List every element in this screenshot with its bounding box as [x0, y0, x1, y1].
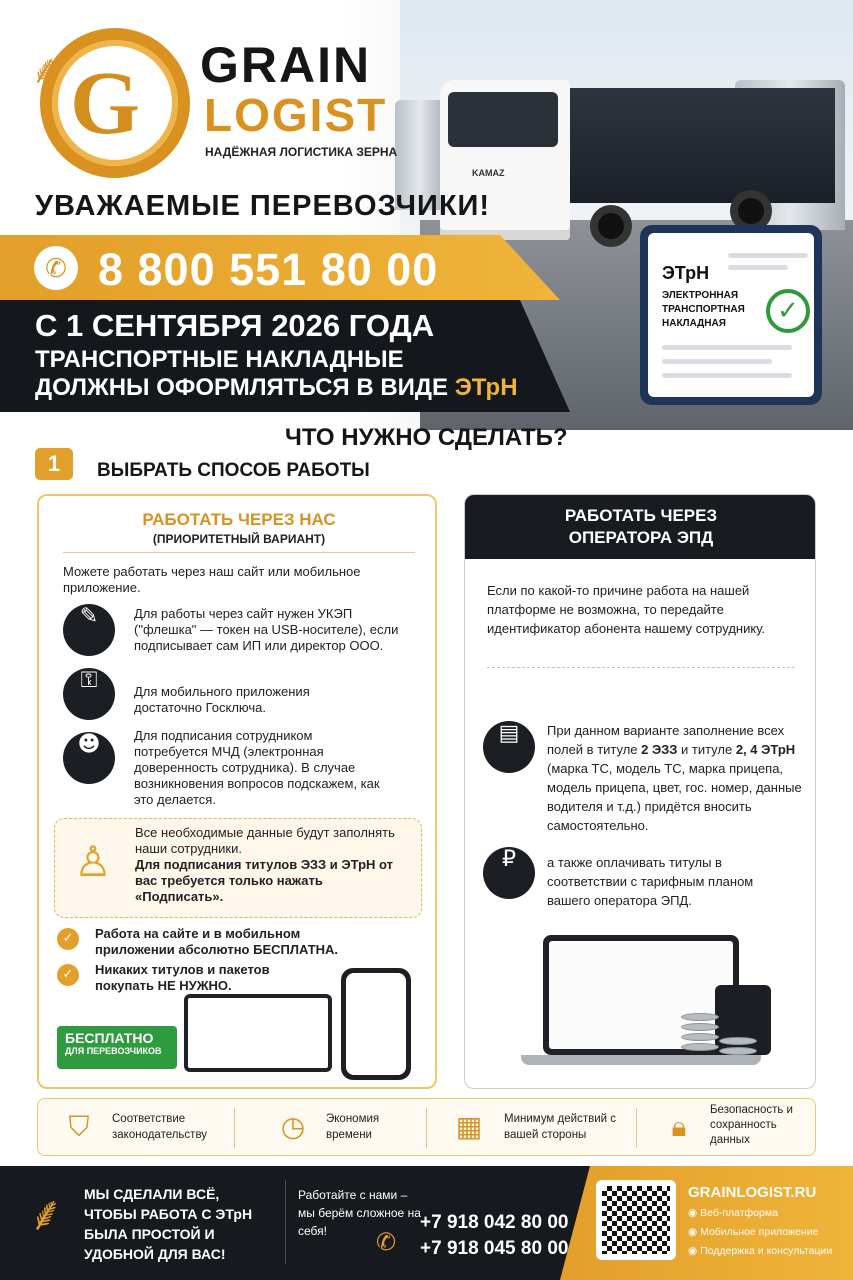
truck-brand-label: KAMAZ: [472, 168, 505, 178]
footer-link-mobile-label: Мобильное приложение: [700, 1226, 819, 1238]
no-purchase-text: Никаких титулов и пакетов покупать НЕ НУЖНО.: [95, 962, 270, 993]
qr-code[interactable]: [596, 1180, 676, 1260]
footer-link-support-label: Поддержка и консультации: [700, 1245, 833, 1257]
brand-name-line2: LOGIST: [204, 89, 388, 141]
deadline-date: С 1 СЕНТЯБРЯ 2026 ГОДА: [35, 308, 435, 343]
footer-link-web-label: Веб-платформа: [700, 1207, 778, 1219]
tablet-subtitle: ЭЛЕКТРОННАЯ ТРАНСПОРТНАЯ НАКЛАДНАЯ: [662, 290, 745, 329]
qr-pattern: [602, 1186, 670, 1254]
phone-icon: ✆: [34, 246, 78, 290]
note-text: Все необходимые данные будут заполнять наши сотрудники.: [135, 825, 395, 856]
fill-text-e: (марка ТС, модель ТС, марка прицепа, модель прицепа, цвет, гос. номер, данные водителя и т.д.) придётся вносить самостоятельно.: [547, 761, 802, 833]
free-badge-title: БЕСПЛАТНО: [65, 1030, 154, 1046]
card-intro: Можете работать через наш сайт или мобильное приложение.: [63, 564, 361, 595]
divider: [63, 552, 415, 553]
card-title-line1: РАБОТАТЬ ЧЕРЕЗ: [564, 506, 718, 525]
coin-stack-icon: [681, 1013, 719, 1021]
feature-time: Экономия времени: [326, 1113, 380, 1141]
step-number: 1: [35, 448, 73, 480]
check-icon: ✓: [57, 928, 79, 950]
deadline-line3: [35, 374, 518, 402]
goskey-text: Для мобильного приложения достаточно Госключа.: [134, 684, 310, 715]
worker-at-laptop-icon: ♙: [74, 837, 112, 886]
section-question: ЧТО НУЖНО СДЕЛАТЬ?: [285, 424, 568, 451]
tablet-line: [662, 373, 792, 378]
free-badge-subtitle: ДЛЯ ПЕРЕВОЗЧИКОВ: [65, 1046, 162, 1056]
ukep-text: Для работы через сайт нужен УКЭП ("флешка" — токен на USB-носителе), если подписывает сам ИП или директор ООО.: [134, 606, 399, 653]
free-usage-text: Работа на сайте и в мобильном приложении абсолютно БЕСПЛАТНА.: [95, 926, 339, 957]
tablet-screen: [648, 233, 814, 397]
tablet-line: [728, 265, 788, 270]
footer-link-support[interactable]: ◉ Поддержка и консультации: [688, 1245, 833, 1257]
feature-security: Безопасность и сохранность данных: [710, 1104, 793, 1146]
card-title-line2: ОПЕРАТОРА ЭПД: [568, 528, 714, 547]
fill-text-b: 2 ЭЗЗ: [641, 742, 678, 757]
tablet-title: ЭТрН: [662, 263, 710, 283]
phone-mockup: [341, 968, 411, 1080]
footer-phone-2[interactable]: +7 918 045 80 00: [420, 1238, 569, 1259]
card-subtitle: (ПРИОРИТЕТНЫЙ ВАРИАНТ): [152, 532, 326, 546]
mchd-text: Для подписания сотрудником потребуется МЧД (электронная доверенность сотрудника). В случае возникновения вопросов подскажем, как это делается.: [134, 728, 380, 807]
phone-ring-icon: ✆: [376, 1228, 397, 1256]
shield-key-icon: ⚿: [63, 668, 115, 720]
coin-stack-icon: [681, 1023, 719, 1031]
deadline-line3-text: ДОЛЖНЫ ОФОРМЛЯТЬСЯ В ВИДЕ: [35, 374, 449, 401]
truck-wheel: [590, 205, 632, 247]
coin-stack-icon: [681, 1043, 719, 1051]
coin-stack-icon: [719, 1047, 757, 1055]
greeting-heading: УВАЖАЕМЫЕ ПЕРЕВОЗЧИКИ!: [35, 190, 491, 222]
operator-intro: Если по какой-то причине работа на нашей платформе не возможна, то передайте идентификатор абонента нашему сотруднику.: [487, 583, 766, 636]
check-icon: ✓: [57, 964, 79, 986]
usb-token-icon: ✎: [63, 604, 115, 656]
clipboard-icon: ▤: [483, 721, 535, 773]
note-bold-text: Для подписания титулов ЭЗЗ и ЭТрН от вас требуется только нажать «Подписать».: [135, 857, 394, 904]
clock-icon: ◷: [280, 1110, 306, 1143]
truck-windshield: [448, 92, 558, 147]
phone-screen: [346, 973, 406, 1075]
etrn-highlight: ЭТрН: [454, 374, 518, 401]
feature-divider: [636, 1108, 637, 1148]
footer-cta: Работайте с нами – мы берём сложное на себя!: [298, 1188, 421, 1238]
feature-divider: [234, 1108, 235, 1148]
brand-name-line1: GRAIN: [200, 37, 372, 93]
wheat-icon: ⸙: [28, 1186, 65, 1242]
tablet-line: [728, 253, 808, 258]
footer-link-web[interactable]: ◉ Веб-платформа: [688, 1207, 778, 1219]
document-icon: ▦: [455, 1110, 483, 1143]
coin-stack-icon: [719, 1037, 757, 1045]
footer-slogan: МЫ СДЕЛАЛИ ВСЁ, ЧТОБЫ РАБОТА С ЭТрН БЫЛА ПРОСТОЙ И УДОБНОЙ ДЛЯ ВАС!: [84, 1186, 253, 1262]
feature-divider: [426, 1108, 427, 1148]
tablet-line: [662, 345, 792, 350]
feature-law: Соответствие законодательству: [112, 1113, 208, 1141]
footer-links: [688, 1204, 832, 1261]
footer-divider: [285, 1180, 286, 1264]
hotline-phone[interactable]: 8 800 551 80 00: [98, 244, 439, 295]
tablet-line: [662, 359, 772, 364]
option-edo-operator-card: [464, 494, 816, 1089]
truck-trailer: [560, 88, 835, 203]
footer-phones: [420, 1210, 568, 1262]
divider: [487, 667, 795, 668]
fill-text-c: и титуле: [677, 742, 736, 757]
lock-icon: 🔒︎: [671, 1110, 687, 1143]
free-badge: [57, 1026, 177, 1069]
wheat-icon: ⸙: [30, 47, 60, 93]
footer-link-mobile[interactable]: ◉ Мобильное приложение: [688, 1226, 819, 1238]
fill-text-d: 2, 4 ЭТрН: [735, 742, 796, 757]
fill-text-a: При данном варианте заполнение всех полей в титуле: [547, 723, 785, 757]
shield-check-icon: ⛉: [68, 1110, 90, 1143]
step-title: ВЫБРАТЬ СПОСОБ РАБОТЫ: [97, 460, 370, 481]
checkmark-icon: ✓: [766, 289, 810, 333]
laptop-mockup: [184, 994, 332, 1072]
operator-pay-text: а также оплачивать титулы в соответствии с тарифным планом вашего оператора ЭПД.: [547, 855, 754, 908]
features-strip: [37, 1098, 816, 1156]
tablet-illustration: [640, 225, 822, 405]
footer-phone-1[interactable]: +7 918 042 80 00: [420, 1212, 569, 1233]
brand-tagline: НАДЁЖНАЯ ЛОГИСТИКА ЗЕРНА: [205, 145, 398, 159]
laptop-base: [521, 1055, 761, 1065]
users-icon: ☻: [63, 732, 115, 784]
laptop-screen: [188, 998, 328, 1068]
ruble-icon: ₽: [483, 847, 535, 899]
deadline-line2: ТРАНСПОРТНЫЕ НАКЛАДНЫЕ: [35, 346, 404, 373]
coin-stack-icon: [681, 1033, 719, 1041]
website-link[interactable]: GRAINLOGIST.RU: [688, 1184, 817, 1201]
card-header: [465, 495, 816, 559]
card-title: РАБОТАТЬ ЧЕРЕЗ НАС: [142, 510, 336, 529]
feature-minimum: Минимум действий с вашей стороны: [504, 1113, 616, 1141]
info-note: [54, 818, 422, 918]
operator-fill-text: [547, 721, 802, 835]
option-via-us-card: [37, 494, 437, 1089]
logo-emblem-icon: G: [70, 54, 141, 153]
